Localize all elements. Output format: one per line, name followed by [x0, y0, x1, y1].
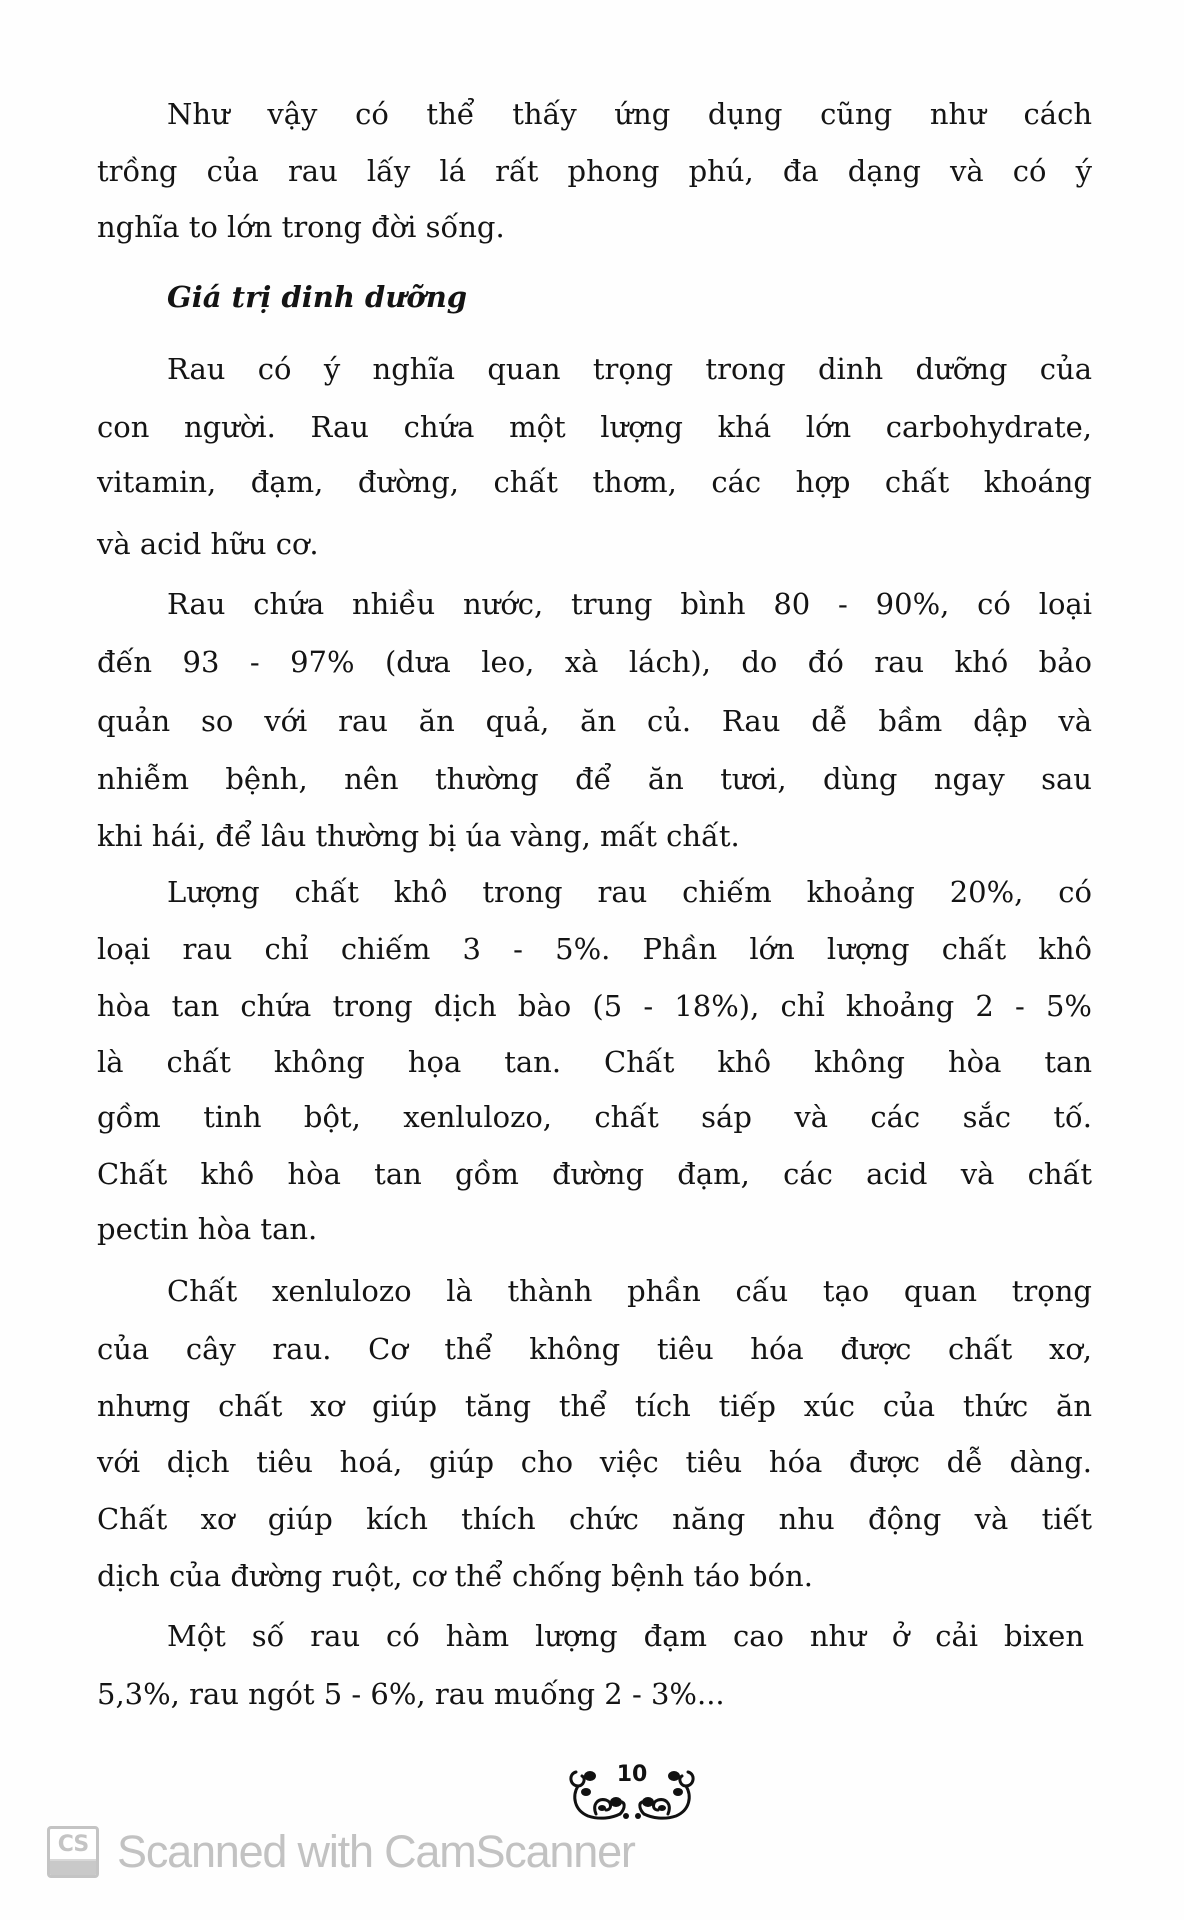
text-line: hòa tan chứa trong dịch bào (5 - 18%), chỉ khoảng 2 - 5%: [97, 989, 1092, 1023]
text-line: Chất xơ giúp kích thích chức năng nhu động và tiết: [97, 1502, 1092, 1536]
text-line: nhưng chất xơ giúp tăng thể tích tiếp xúc của thức ăn: [97, 1389, 1092, 1423]
text-line: con người. Rau chứa một lượng khá lớn carbohydrate,: [97, 410, 1092, 444]
page-number: 10: [616, 1762, 648, 1787]
text-line: Rau có ý nghĩa quan trọng trong dinh dưỡng của: [167, 352, 1092, 386]
text-line: Chất khô hòa tan gồm đường đạm, các acid và chất: [97, 1157, 1092, 1191]
text-line: 5,3%, rau ngót 5 - 6%, rau muống 2 - 3%...: [97, 1677, 725, 1711]
watermark-text: Scanned with CamScanner: [117, 1826, 635, 1877]
text-line: gồm tinh bột, xenlulozo, chất sáp và các sắc tố.: [97, 1100, 1092, 1134]
camscanner-logo-icon: [47, 1826, 99, 1878]
text-line: là chất không họa tan. Chất khô không hòa tan: [97, 1045, 1092, 1079]
text-line: vitamin, đạm, đường, chất thơm, các hợp chất khoáng: [97, 465, 1092, 499]
text-line: và acid hữu cơ.: [97, 527, 319, 561]
section-heading: Giá trị dinh dưỡng: [167, 280, 468, 314]
text-line: Một số rau có hàm lượng đạm cao như ở cải bixen: [167, 1619, 1084, 1653]
text-line: khi hái, để lâu thường bị úa vàng, mất chất.: [97, 819, 740, 853]
logo-text: CS: [57, 1832, 89, 1857]
text-line: Lượng chất khô trong rau chiếm khoảng 20%, có: [167, 875, 1092, 909]
text-line: đến 93 - 97% (dưa leo, xà lách), do đó rau khó bảo: [97, 645, 1092, 679]
logo-band: [50, 1859, 96, 1875]
text-line: nghĩa to lớn trong đời sống.: [97, 210, 505, 244]
text-line: dịch của đường ruột, cơ thể chống bệnh táo bón.: [97, 1559, 813, 1593]
text-line: trồng của rau lấy lá rất phong phú, đa dạng và có ý: [97, 154, 1092, 188]
text-line: quản so với rau ăn quả, ăn củ. Rau dễ bầm dập và: [97, 704, 1092, 738]
text-line: Như vậy có thể thấy ứng dụng cũng như cách: [167, 97, 1092, 131]
text-line: nhiễm bệnh, nên thường để ăn tươi, dùng ngay sau: [97, 762, 1092, 796]
page-number-ornament: [566, 1764, 698, 1824]
text-line: loại rau chỉ chiếm 3 - 5%. Phần lớn lượng chất khô: [97, 932, 1092, 966]
camscanner-watermark: [47, 1825, 635, 1879]
text-line: với dịch tiêu hoá, giúp cho việc tiêu hóa được dễ dàng.: [97, 1445, 1092, 1479]
text-line: của cây rau. Cơ thể không tiêu hóa được chất xơ,: [97, 1332, 1092, 1366]
text-line: Rau chứa nhiều nước, trung bình 80 - 90%, có loại: [167, 587, 1092, 621]
text-line: pectin hòa tan.: [97, 1212, 318, 1246]
text-line: Chất xenlulozo là thành phần cấu tạo quan trọng: [167, 1274, 1092, 1308]
